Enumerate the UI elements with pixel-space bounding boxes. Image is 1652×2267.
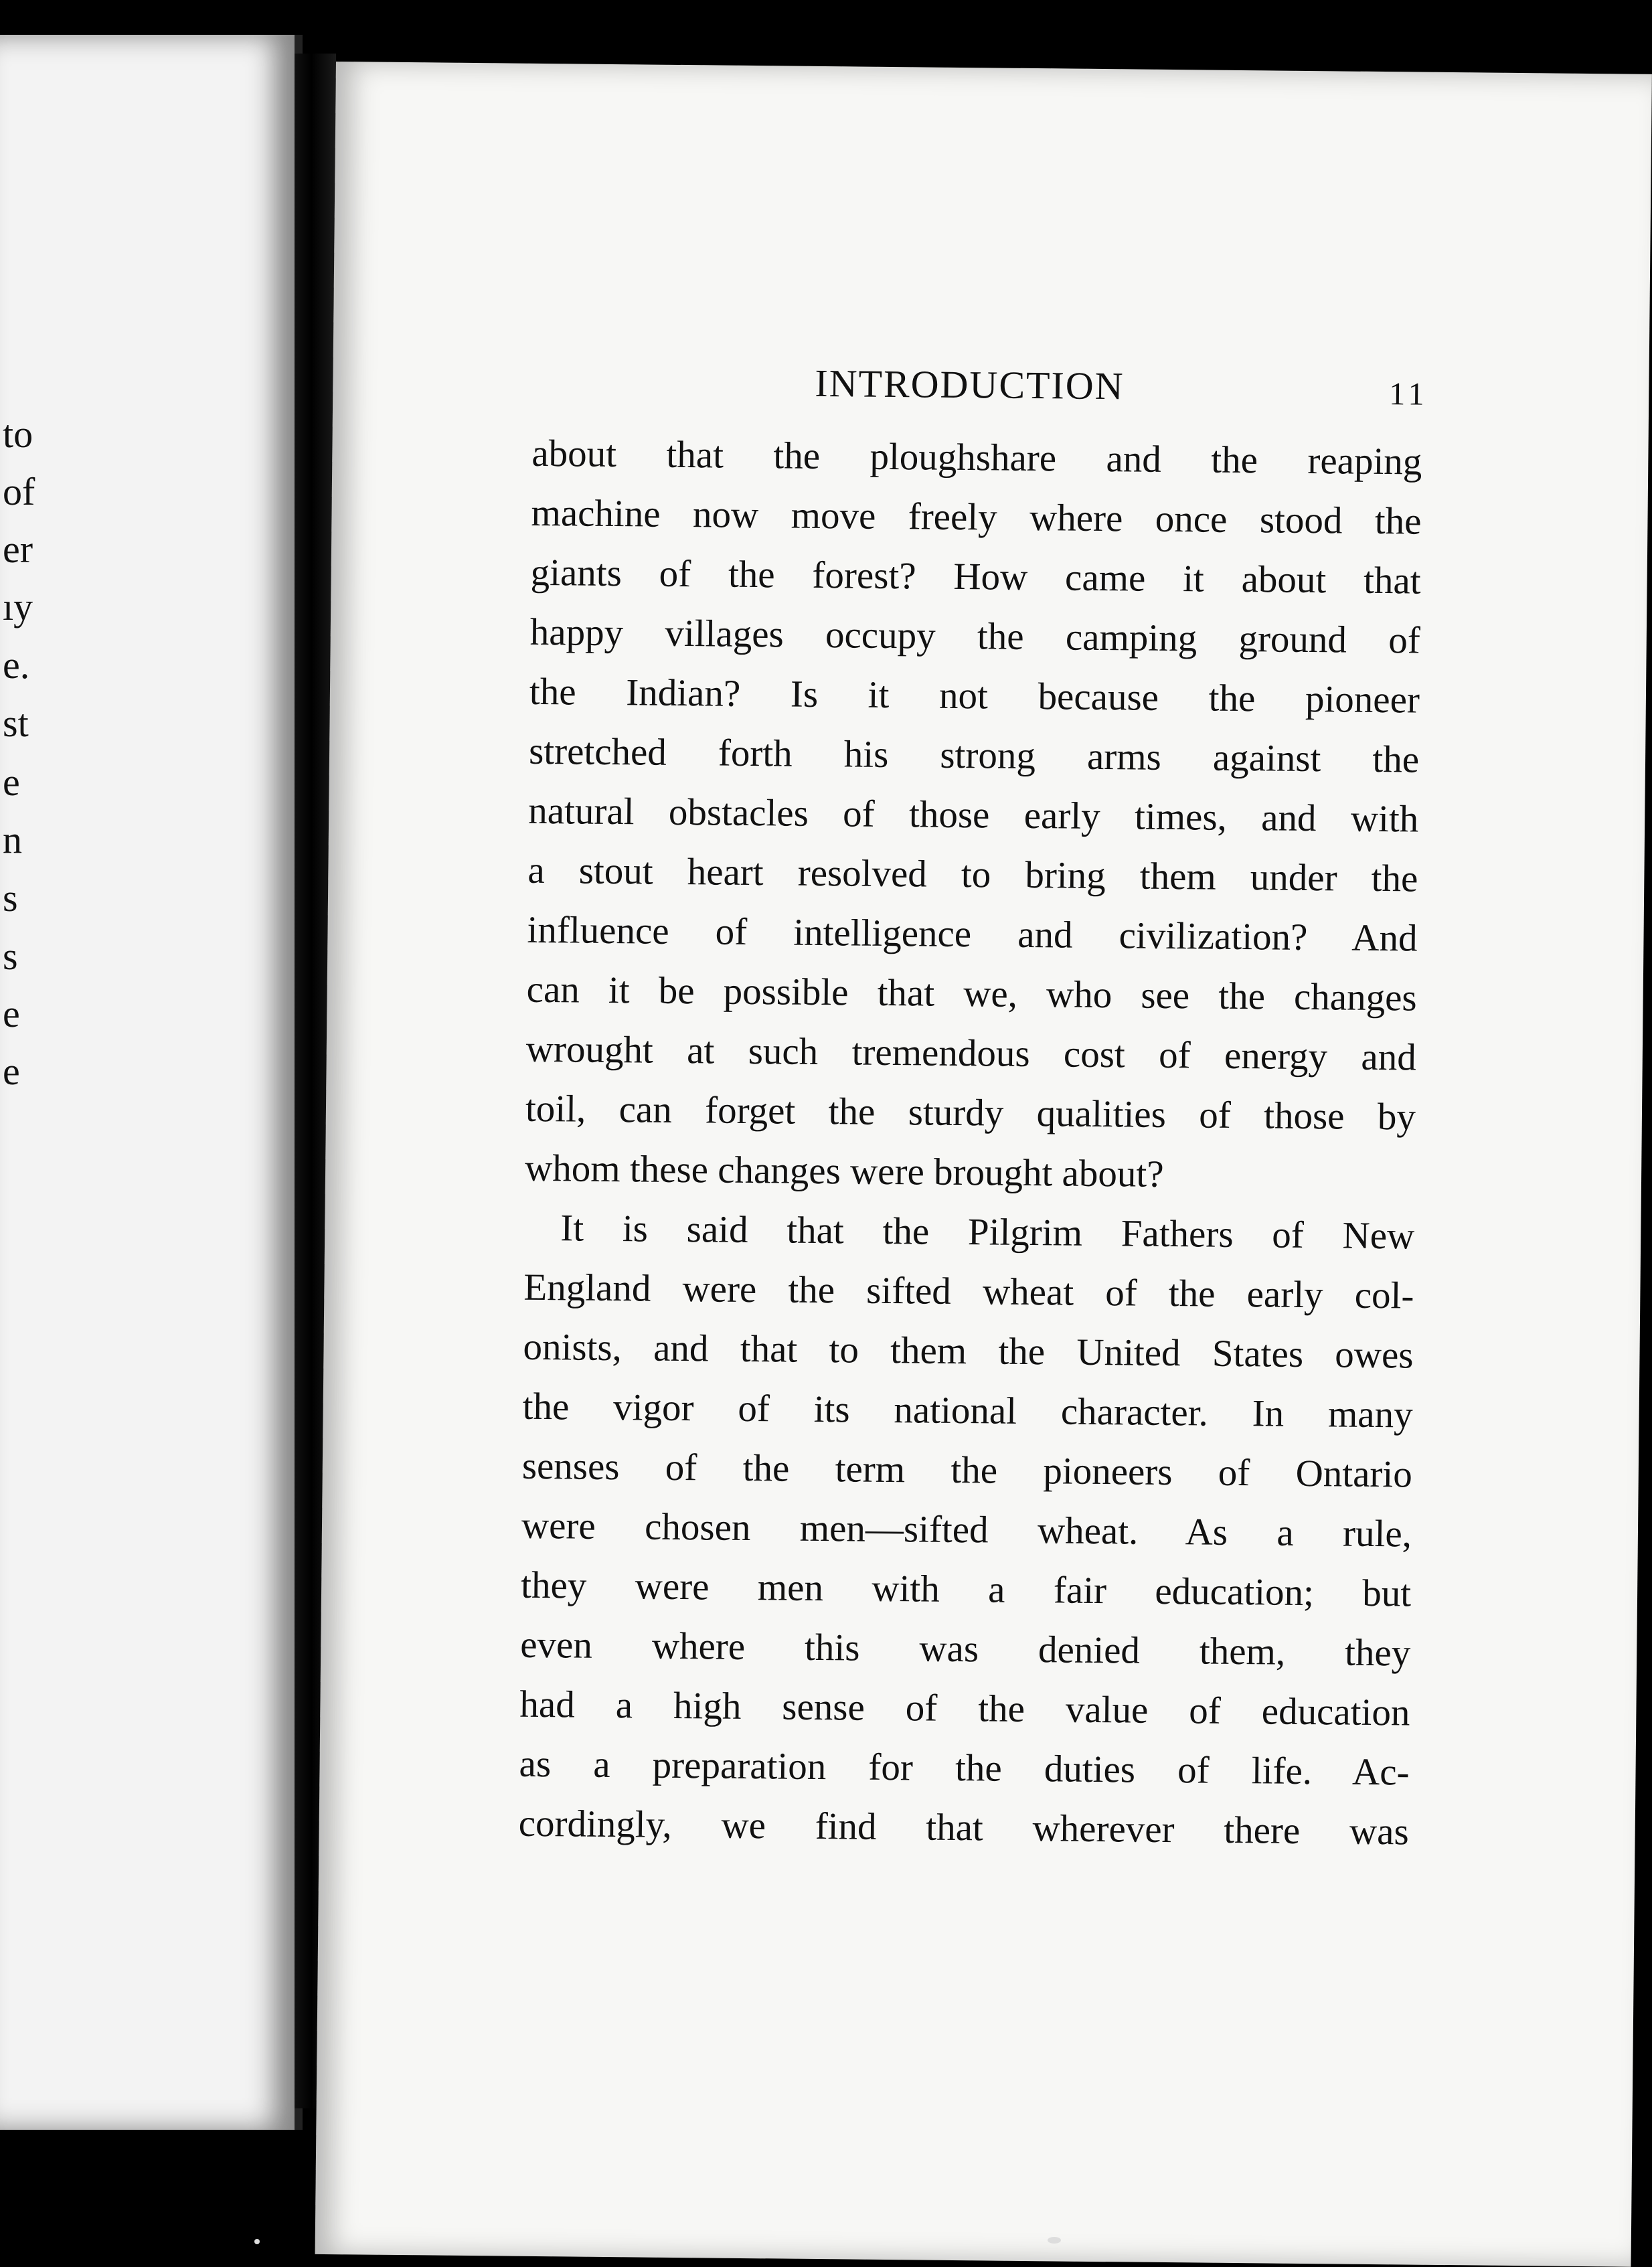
text-line: a stout heart resolved to bring them under the: [527, 849, 1418, 900]
text-line: onists, and that to them the United States owes: [523, 1325, 1414, 1377]
text-line: they were men with a fair education; but: [520, 1564, 1412, 1615]
text-line: were chosen men—sifted wheat. As a rule,: [521, 1504, 1412, 1556]
text-line: cordingly, we find that wherever there was: [518, 1802, 1409, 1853]
previous-page-fragment: of: [3, 470, 35, 513]
text-line: happy villages occupy the camping ground of: [529, 610, 1421, 662]
text-line: can it be possible that we, who see the changes: [526, 968, 1417, 1019]
body-text: [518, 424, 1422, 1862]
previous-page-fragment: e: [3, 760, 20, 804]
page-number: 11: [1389, 376, 1428, 412]
previous-page-fragment: e.: [3, 643, 30, 687]
text-line: influence of intelligence and civilization? And: [527, 908, 1418, 960]
text-line: England were the sifted wheat of the early col-: [523, 1266, 1414, 1317]
previous-page-fragment: to: [3, 412, 33, 456]
text-line: natural obstacles of those early times, and with: [527, 789, 1419, 841]
text-line: giants of the forest? How came it about that: [530, 551, 1421, 602]
running-head: INTRODUCTION: [815, 361, 1125, 408]
text-line: stretched forth his strong arms against the: [528, 730, 1420, 781]
text-line: wrought at such tremendous cost of energy and: [525, 1027, 1417, 1079]
text-line: machine now move freely where once stood the: [531, 491, 1422, 543]
speck: [254, 2239, 260, 2244]
previous-page-fragment: s: [3, 934, 18, 978]
previous-page-fragment: st: [3, 701, 29, 745]
text-line: whom these changes were brought about?: [524, 1147, 1164, 1195]
previous-page-fragment: s: [3, 876, 18, 920]
previous-page-fragment: e: [3, 992, 20, 1035]
text-line: senses of the term the pioneers of Ontario: [521, 1444, 1413, 1496]
previous-page-fragment: ıy: [3, 585, 33, 628]
previous-page-fragment: e: [3, 1049, 20, 1093]
text-line: had a high sense of the value of education: [519, 1683, 1410, 1734]
previous-page-fragment: er: [3, 527, 33, 571]
text-line: toil, can forget the sturdy qualities of those by: [525, 1087, 1416, 1139]
text-line: the vigor of its national character. In many: [522, 1385, 1413, 1436]
text-line: about that the ploughshare and the reaping: [531, 432, 1422, 483]
page-header: [333, 356, 1649, 422]
text-line: even where this was denied them, they: [520, 1623, 1411, 1675]
text-line: the Indian? Is it not because the pioneer: [529, 670, 1420, 722]
speck: [1048, 2237, 1061, 2244]
book-page: [315, 62, 1652, 2267]
previous-page-fragment: n: [3, 818, 22, 861]
previous-page: [0, 35, 303, 2130]
text-line: as a preparation for the duties of life. Ac-: [519, 1742, 1410, 1794]
text-line: It is said that the Pilgrim Fathers of New: [560, 1207, 1415, 1258]
